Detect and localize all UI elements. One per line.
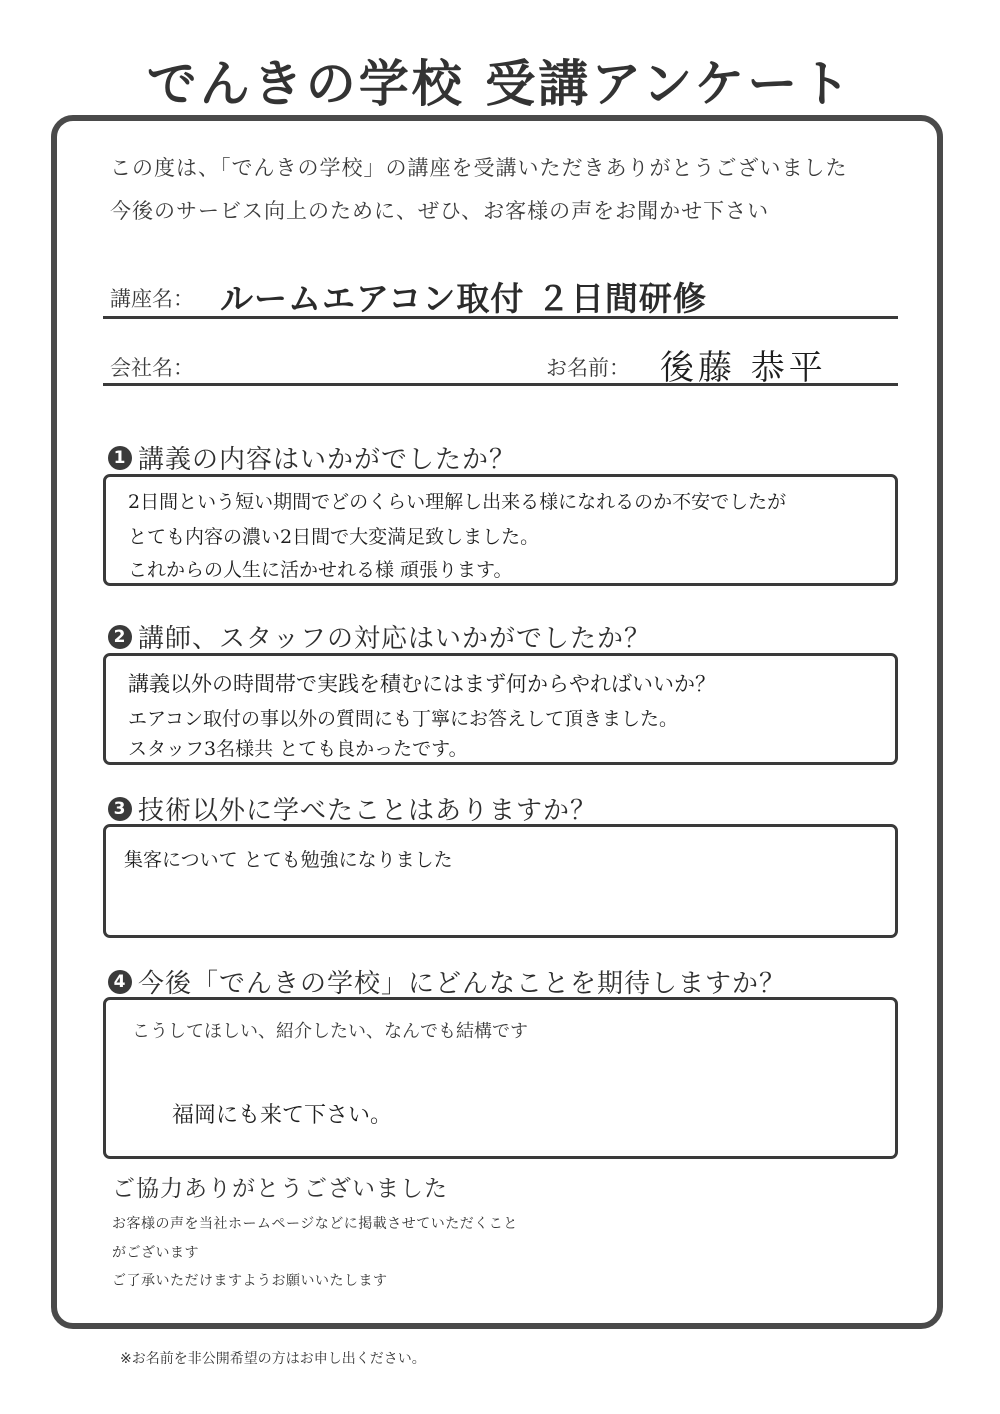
question-2-label — [108, 618, 651, 655]
question-1-label — [108, 439, 516, 476]
question-1-text: 講義の内容はいかがでしたか？ — [138, 445, 517, 475]
closing-note-line-2: がございます — [112, 1245, 199, 1261]
question-1-answer-box — [103, 474, 898, 586]
company-label: 会社名： — [110, 356, 194, 380]
question-4-text: 今後「でんきの学校」にどんなことを期待しますか？ — [138, 969, 787, 999]
question-4-prompt: こうしてほしい、紹介したい、なんでも結構です — [132, 1021, 528, 1042]
question-1-number: 1 — [108, 446, 132, 470]
question-3-text: 技術以外に学べたことはありますか？ — [138, 796, 598, 826]
question-2-number: 2 — [108, 625, 132, 649]
question-3-answer-box — [103, 824, 898, 938]
question-3-number: 3 — [108, 797, 132, 821]
question-1-answer-line-1: 2日間という短い期間でどのくらい理解し出来る様になれるのか不安でしたが — [128, 491, 787, 513]
question-2-answer-line-1: 講義以外の時間帯で実践を積むにはまず何からやればいいか？ — [128, 672, 716, 696]
privacy-footnote: ※お名前を非公開希望の方はお申し出ください。 — [120, 1351, 426, 1367]
question-4-label — [108, 963, 786, 1000]
intro-line-1: この度は、「でんきの学校」の講座を受講いただきありがとうございました — [110, 156, 848, 180]
intro-line-2: 今後のサービス向上のために、ぜひ、お客様の声をお聞かせ下さい — [110, 199, 770, 223]
closing-note-line-3: ご了承いただけますようお願いいたします — [112, 1273, 388, 1289]
question-1-answer-line-3: これからの人生に活かせれる様 頑張ります。 — [128, 559, 513, 581]
page-title: でんきの学校 受講アンケート — [146, 55, 854, 113]
question-2-text: 講師、スタッフの対応はいかがでしたか？ — [138, 624, 652, 654]
respondent-name: 後藤 恭平 — [660, 348, 827, 388]
closing-heading: ご協力ありがとうございました — [112, 1176, 448, 1202]
question-3-label — [108, 790, 597, 827]
name-label: お名前： — [546, 356, 630, 380]
question-4-answer-box — [103, 997, 898, 1159]
question-3-answer-line-1: 集客について とても勉強になりました — [124, 849, 453, 871]
question-2-answer-box — [103, 653, 898, 765]
course-name: ルームエアコン取付 ２日間研修 — [220, 279, 707, 318]
question-1-answer-line-2: とても内容の濃い2日間で大変満足致しました。 — [128, 526, 540, 548]
closing-note-line-1: お客様の声を当社ホームページなどに掲載させていただくこと — [112, 1216, 518, 1232]
question-2-answer-line-3: スタッフ3名様共 とても良かったです。 — [128, 738, 468, 760]
course-underline — [103, 316, 898, 319]
company-name-underline — [103, 383, 898, 386]
question-4-number: 4 — [108, 970, 132, 994]
question-4-answer-line-1: 福岡にも来て下さい。 — [172, 1103, 393, 1128]
question-2-answer-line-2: エアコン取付の事以外の質問にも丁寧にお答えして頂きました。 — [128, 708, 679, 730]
course-label: 講座名： — [110, 287, 194, 311]
